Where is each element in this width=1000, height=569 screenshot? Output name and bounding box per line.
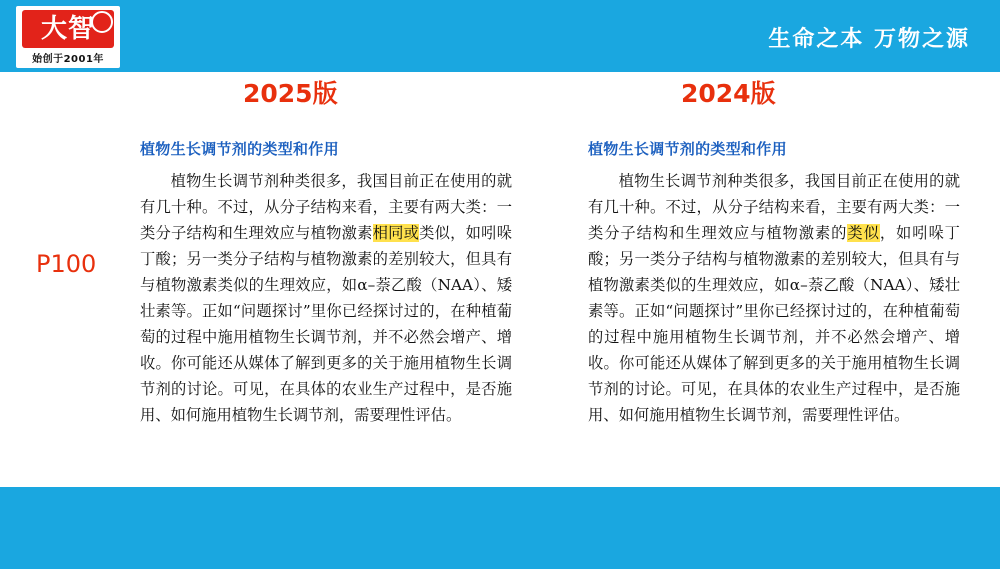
column-title-2024: 2024版 <box>681 79 776 108</box>
column-heading-2025: 植物生长调节剂的类型和作用 <box>140 140 339 158</box>
column-body-2024 <box>588 168 960 428</box>
column-2024 <box>588 138 960 428</box>
highlight-2024: 类似 <box>847 224 880 242</box>
header-slogan: 生命之本 万物之源 <box>768 27 970 52</box>
header-bar <box>0 0 1000 72</box>
body-text-post-2025: 类似，如吲哚丁酸；另一类分子结构与植物激素的差别较大，但具有与植物激素类似的生理效应，如α–萘乙酸（NAA）、矮壮素等。正如“问题探讨”里你已经探讨过的，在种植葡萄的过程中施用植物生长调节剂，并不必然会增产、增收。你可能还从媒体了解到更多的关于施用植物生长调节剂的讨论。可见，在具体的农业生产过程中，是否施用、如何施用植物生长调节剂，需要理性评估。 <box>140 224 512 424</box>
column-body-2025 <box>140 168 512 428</box>
body-text-pre-2025: 植物生长调节剂种类很多，我国目前正在使用的就有几十种。不过，从分子结构来看，主要有两大类：一类分子结构和生理效应与植物激素 <box>140 172 512 242</box>
column-title-2025: 2025版 <box>243 79 338 108</box>
brand-logo <box>16 6 120 68</box>
body-text-post-2024: ，如吲哚丁酸；另一类分子结构与植物激素的差别较大，但具有与植物激素类似的生理效应，如α–萘乙酸（NAA）、矮壮素等。正如“问题探讨”里你已经探讨过的，在种植葡萄的过程中施用植物生长调节剂，并不必然会增产、增收。你可能还从媒体了解到更多的关于施用植物生长调节剂的讨论。可见，在具体的农业生产过程中，是否施用、如何施用植物生长调节剂，需要理性评估。 <box>588 224 960 424</box>
page-label: P100 <box>36 250 97 278</box>
logo-wordmark: 大智 <box>22 10 114 48</box>
logo-subtitle: 始创于2001年 <box>32 54 104 65</box>
footer-bar <box>0 487 1000 569</box>
logo-seal-icon <box>91 11 113 33</box>
body-text-pre-2024: 植物生长调节剂种类很多，我国目前正在使用的就有几十种。不过，从分子结构来看，主要有两大类：一类分子结构和生理效应与植物激素的 <box>588 172 960 242</box>
highlight-2025: 相同或 <box>372 224 420 242</box>
column-2025 <box>140 138 512 428</box>
column-heading-2024: 植物生长调节剂的类型和作用 <box>588 140 787 158</box>
